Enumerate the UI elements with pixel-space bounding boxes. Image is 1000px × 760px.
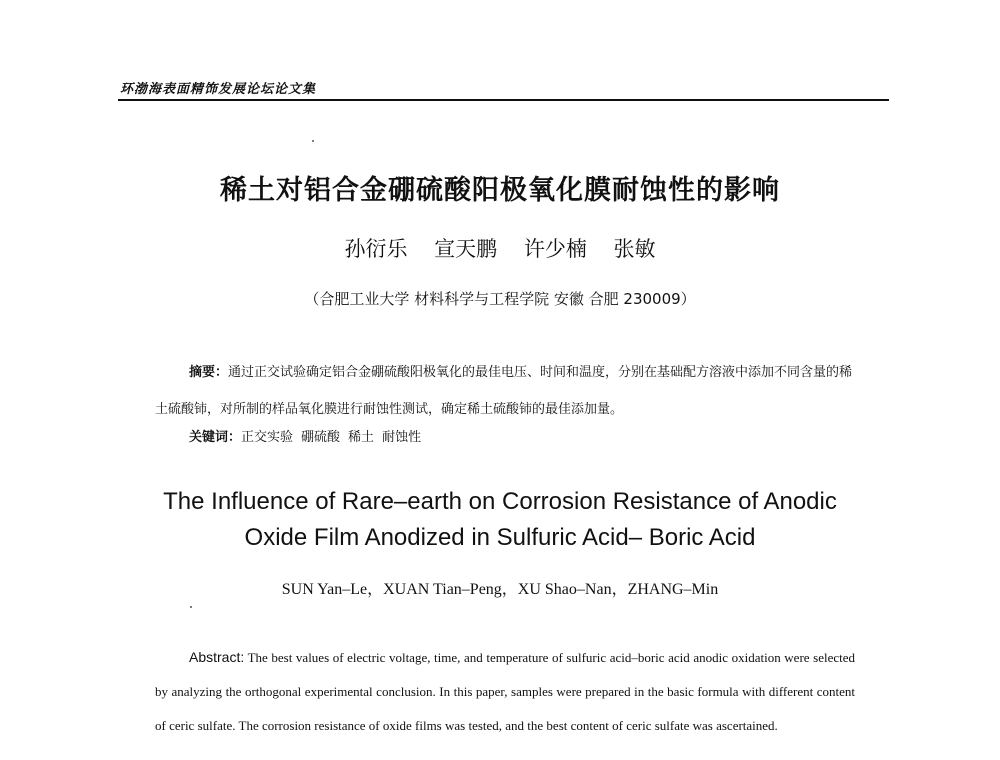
keyword: 稀土: [348, 430, 375, 445]
chinese-keywords: [189, 426, 429, 445]
keyword: 耐蚀性: [382, 430, 422, 445]
chinese-abstract-label: 摘要：: [189, 365, 229, 380]
english-authors: SUN Yan–Le，XUAN Tian–Peng，XU Shao–Nan，ZHANG–Min: [281, 581, 719, 598]
english-title-line: Oxide Film Anodized in Sulfuric Acid– Boric Acid: [244, 524, 756, 551]
chinese-abstract: [155, 354, 855, 428]
keyword: 硼硫酸: [301, 430, 341, 445]
header-rule: [118, 99, 889, 101]
scan-speck: [312, 140, 314, 142]
english-abstract: [155, 640, 855, 743]
english-abstract-label: Abstract:: [189, 649, 245, 665]
english-abstract-text: The best values of electric voltage, time, and temperature of sulfuric acid–boric acid anodic oxidation were selected by analyzing the orthogonal experimental conclusion. In this paper, samples were prepared in the basic formula with different content of ceric sulfate. The corrosion resistance of oxide films was tested, and the best content of ceric sulfate was ascertained.: [155, 650, 855, 733]
chinese-title: 稀土对铝合金硼硫酸阳极氧化膜耐蚀性的影响: [220, 175, 780, 206]
scan-speck: [190, 606, 192, 608]
chinese-keywords-label: 关键词：: [189, 430, 242, 445]
chinese-affiliation: （合肥工业大学 材料科学与工程学院 安徽 合肥 230009）: [304, 290, 696, 308]
english-title-line: The Influence of Rare–earth on Corrosion Resistance of Anodic: [163, 488, 837, 515]
chinese-authors: 孙衍乐 宣天鹏 许少楠 张敏: [344, 237, 656, 261]
keyword: 正交实验: [241, 430, 294, 445]
running-header: 环渤海表面精饰发展论坛论文集: [120, 82, 317, 97]
chinese-abstract-text: 通过正交试验确定铝合金硼硫酸阳极氧化的最佳电压、时间和温度，分别在基础配方溶液中添加不同含量的稀土硫酸铈，对所制的样品氧化膜进行耐蚀性测试，确定稀土硫酸铈的最佳添加量。: [155, 365, 853, 417]
english-title: [0, 484, 1000, 556]
